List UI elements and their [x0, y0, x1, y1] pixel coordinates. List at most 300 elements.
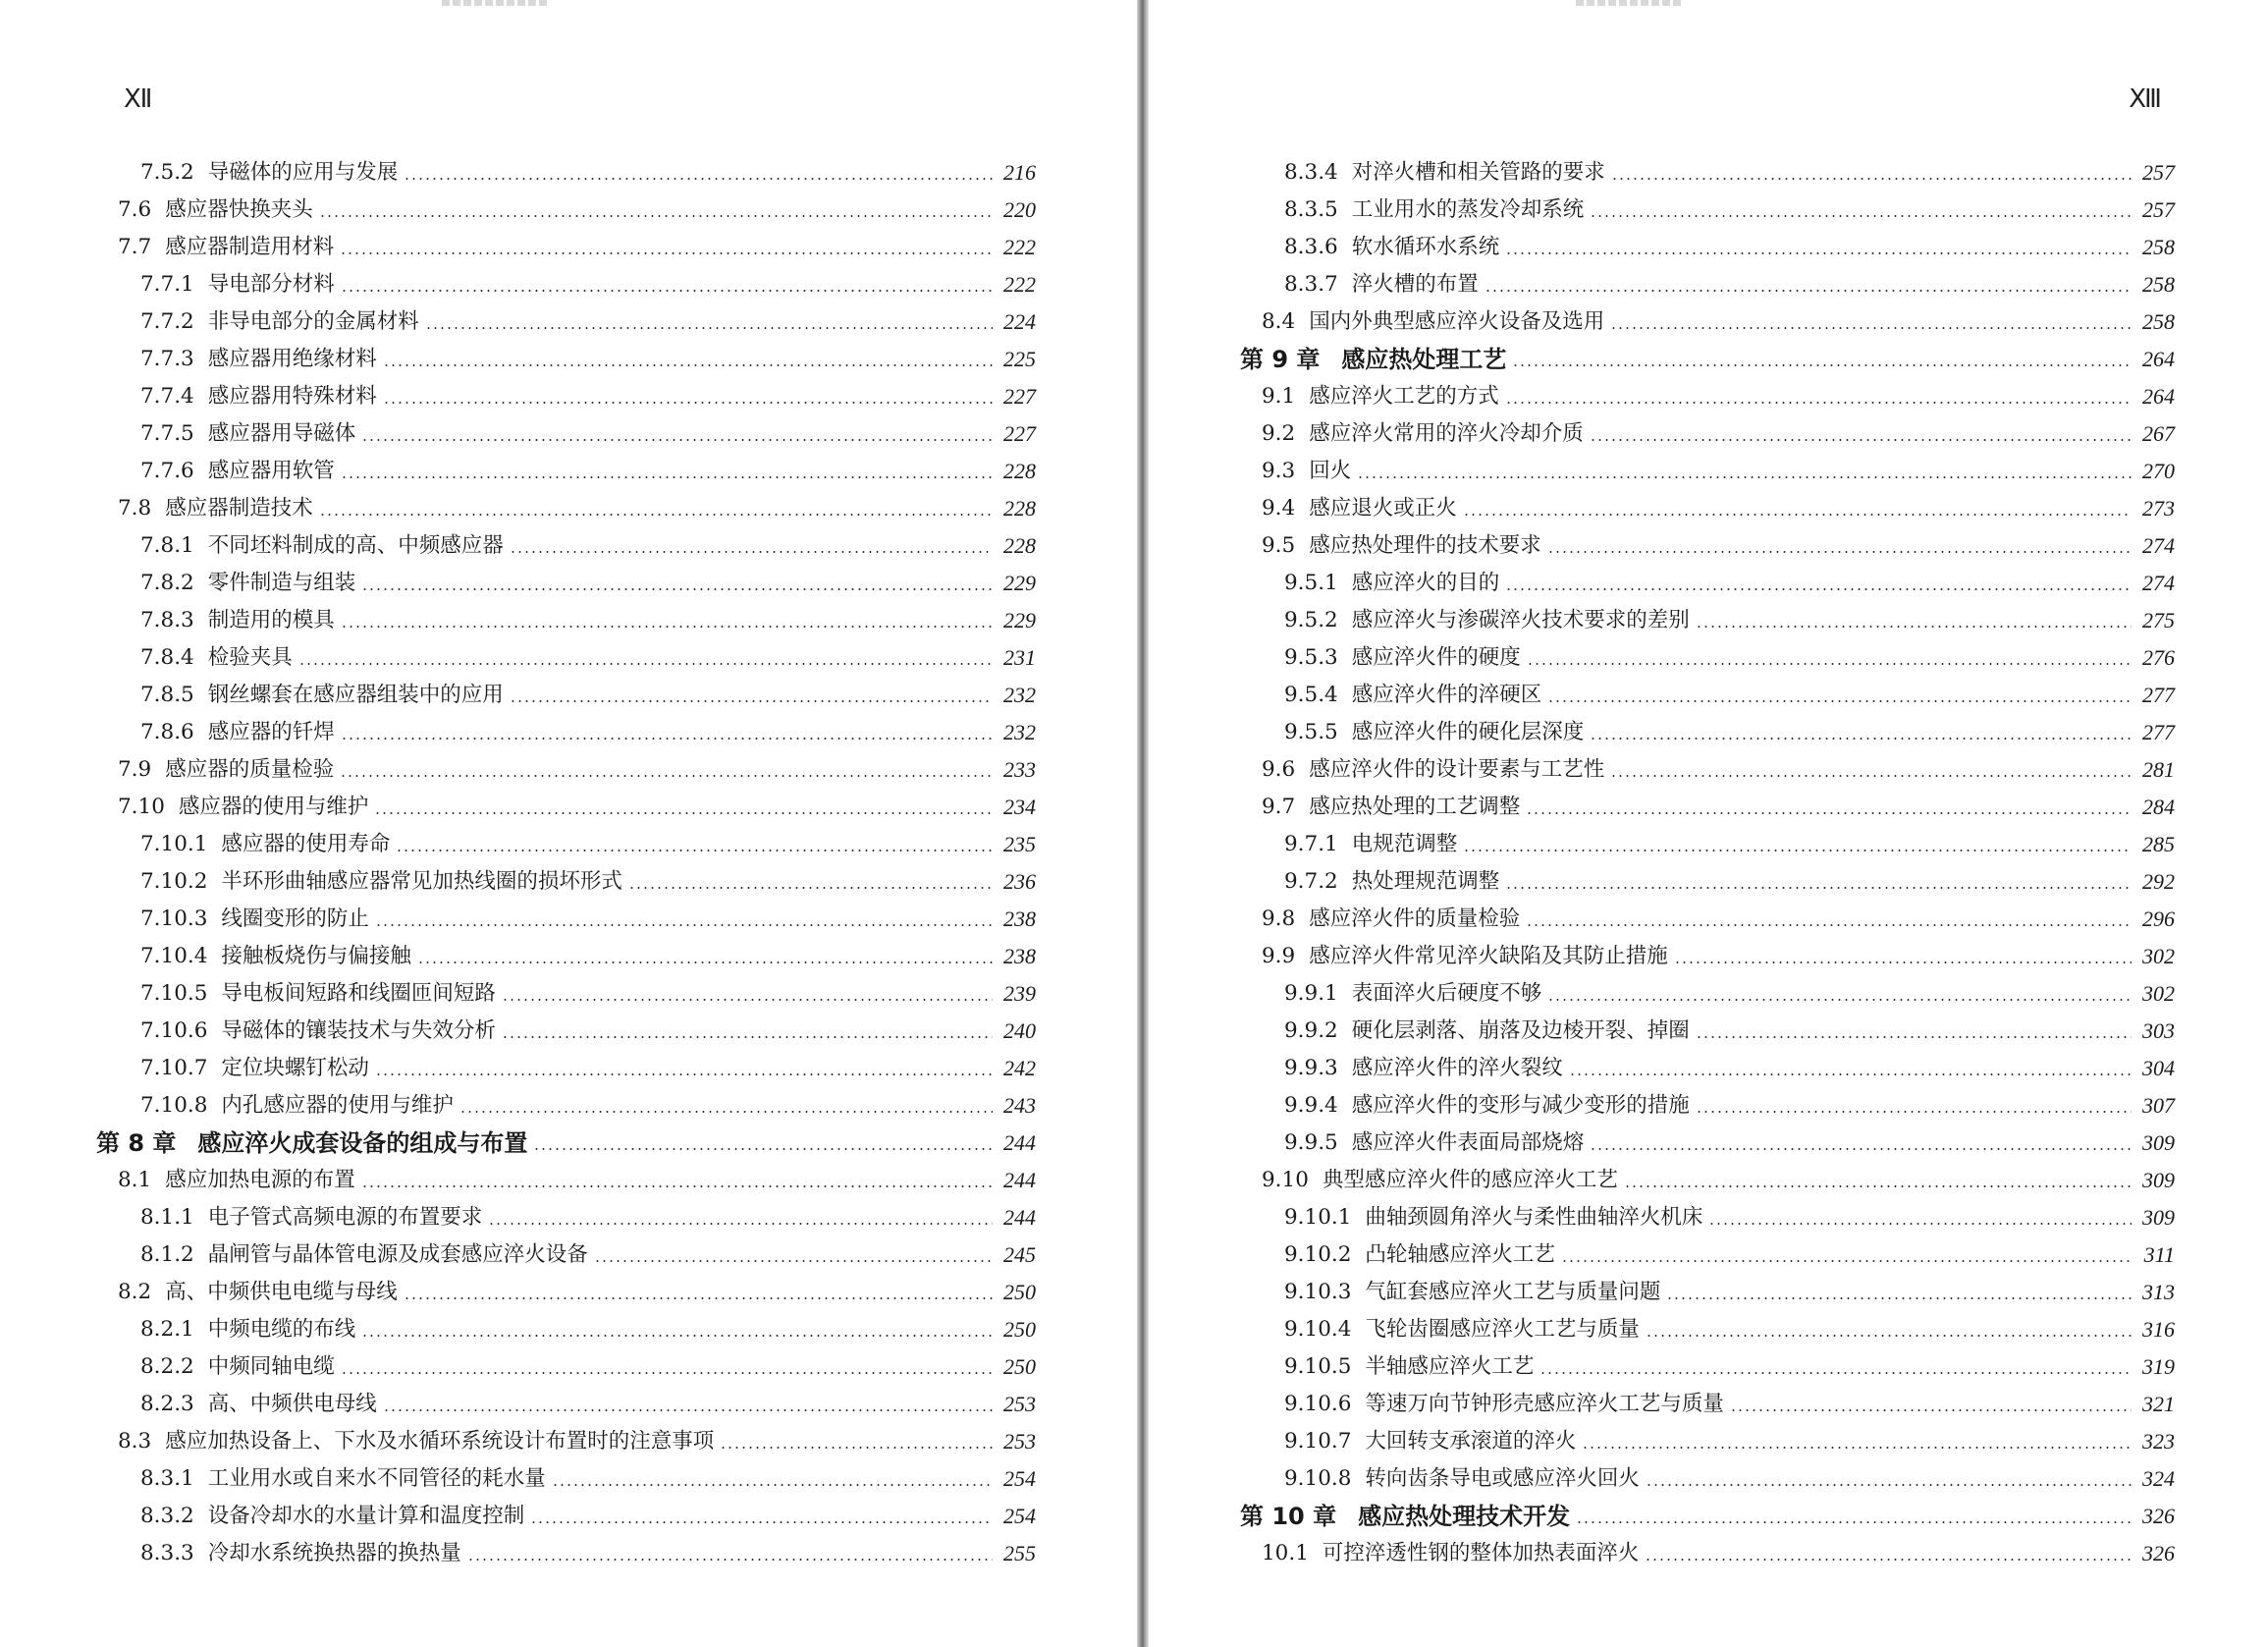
toc-entry-title: 典型感应淬火件的感应淬火工艺	[1322, 1168, 1618, 1192]
toc-entry-title: 中频电缆的布线	[207, 1317, 356, 1342]
toc-entry-title: 感应器的钎焊	[207, 720, 335, 744]
toc-entry[interactable]	[1149, 971, 2175, 1009]
toc-entry-number: 9.5.3	[1284, 645, 1338, 670]
dot-leader	[1547, 999, 2132, 1001]
toc-entry-number: 7.7.4	[140, 384, 194, 409]
toc-entry-number: 9.9.5	[1284, 1130, 1338, 1155]
dot-leader	[1512, 364, 2132, 366]
toc-chapter-entry[interactable]	[1149, 1494, 2175, 1531]
dot-leader	[383, 402, 993, 404]
toc-entry[interactable]	[0, 598, 1036, 635]
dot-leader	[319, 215, 993, 217]
toc-entry[interactable]	[1149, 598, 2175, 635]
toc-entry[interactable]	[0, 822, 1036, 859]
dot-leader	[552, 1484, 993, 1486]
dot-leader	[1527, 663, 2132, 665]
toc-entry-page: 233	[1003, 757, 1036, 782]
toc-entry-page: 231	[1003, 645, 1036, 670]
toc-entry-page: 232	[1003, 720, 1036, 744]
toc-entry-number: 9.6	[1262, 757, 1296, 782]
toc-entry[interactable]	[1149, 188, 2175, 225]
toc-entry[interactable]	[0, 1456, 1036, 1494]
toc-entry-title: 感应器制造用材料	[165, 235, 335, 259]
toc-entry-title: 非导电部分的金属材料	[207, 309, 419, 334]
dot-leader	[1547, 700, 2132, 702]
toc-entry-page: 216	[1003, 160, 1036, 185]
dot-leader	[1611, 178, 2132, 180]
toc-entry[interactable]	[1149, 561, 2175, 598]
toc-entry-page: 309	[2142, 1205, 2175, 1230]
toc-entry-title: 感应器快换夹头	[165, 197, 313, 222]
toc-entry-title: 感应淬火件的淬硬区	[1351, 683, 1542, 707]
toc-entry-title: 高、中频供电电缆与母线	[165, 1280, 398, 1304]
toc-entry-page: 222	[1003, 272, 1036, 297]
toc-entry-page: 258	[2142, 235, 2175, 259]
toc-entry-page: 255	[1003, 1541, 1036, 1565]
toc-entry-title: 热处理规范调整	[1351, 869, 1500, 894]
toc-entry[interactable]	[1149, 1382, 2175, 1419]
toc-entry-title: 零件制造与组装	[207, 571, 356, 595]
toc-entry-title: 感应淬火工艺的方式	[1309, 384, 1499, 409]
toc-entry-number: 8.2	[118, 1280, 152, 1304]
toc-entry[interactable]	[1149, 1307, 2175, 1345]
toc-entry-number: 8.1.2	[140, 1242, 194, 1267]
toc-entry-page: 227	[1003, 384, 1036, 409]
toc-entry[interactable]	[1149, 486, 2175, 523]
dot-leader	[383, 1409, 993, 1411]
page-number: ⅩⅢ	[2129, 84, 2160, 113]
toc-entry[interactable]	[0, 225, 1036, 262]
toc-entry-title: 感应器的质量检验	[165, 757, 335, 782]
toc-entry-title: 感应淬火成套设备的组成与布置	[197, 1129, 528, 1157]
toc-chapter-entry[interactable]	[0, 1121, 1036, 1158]
toc-entry-number: 7.5.2	[140, 160, 194, 185]
page-number: Ⅻ	[124, 84, 151, 113]
toc-entry[interactable]	[0, 1494, 1036, 1531]
toc-entry[interactable]	[1149, 710, 2175, 747]
toc-entry-number: 9.5.1	[1284, 571, 1338, 595]
toc-entry-page: 228	[1003, 459, 1036, 483]
toc-entry-page: 326	[2142, 1541, 2175, 1565]
dot-leader	[340, 775, 993, 777]
toc-entry[interactable]	[1149, 1046, 2175, 1083]
toc-entry[interactable]	[0, 785, 1036, 822]
toc-entry-page: 274	[2142, 571, 2175, 595]
dot-leader	[1505, 402, 2132, 404]
dot-leader	[340, 252, 993, 254]
toc-entry-page: 303	[2142, 1018, 2175, 1043]
toc-entry-page: 253	[1003, 1392, 1036, 1416]
toc-entry-number: 7.8	[118, 496, 152, 521]
toc-entry-page: 276	[2142, 645, 2175, 670]
toc-entry-page: 254	[1003, 1466, 1036, 1491]
toc-entry[interactable]	[0, 1345, 1036, 1382]
dot-leader	[459, 1111, 993, 1113]
toc-entry-number: 9.1	[1262, 384, 1296, 409]
toc-entry[interactable]	[0, 897, 1036, 934]
toc-entry-number: 7.8.2	[140, 571, 194, 595]
dot-leader	[1505, 887, 2132, 889]
toc-entry-title: 制造用的模具	[207, 608, 335, 632]
toc-entry[interactable]	[0, 1531, 1036, 1568]
toc-entry-number: 9.7.1	[1284, 832, 1338, 856]
toc-entry-page: 258	[2142, 272, 2175, 297]
toc-entry-title: 感应器的使用寿命	[221, 832, 391, 856]
toc-entry[interactable]	[1149, 785, 2175, 822]
toc-entry-title: 对淬火槽和相关管路的要求	[1351, 160, 1605, 185]
toc-entry-page: 292	[2142, 869, 2175, 894]
toc-entry[interactable]	[0, 561, 1036, 598]
toc-entry-page: 284	[2142, 795, 2175, 819]
toc-entry[interactable]	[0, 971, 1036, 1009]
toc-entry[interactable]	[0, 747, 1036, 785]
dot-leader	[319, 514, 993, 516]
toc-entry[interactable]	[1149, 412, 2175, 449]
toc-entry-number: 9.10	[1262, 1168, 1309, 1192]
toc-entry-number: 8.3.2	[140, 1504, 194, 1528]
toc-entry-page: 229	[1003, 608, 1036, 632]
toc-entry-title: 感应淬火的目的	[1351, 571, 1500, 595]
toc-entry-number: 8.3.1	[140, 1466, 194, 1491]
toc-entry[interactable]	[0, 262, 1036, 300]
dot-leader	[1526, 812, 2132, 814]
toc-entry[interactable]	[1149, 673, 2175, 710]
toc-entry-page: 250	[1003, 1280, 1036, 1304]
toc-entry-number: 7.10.2	[140, 869, 208, 894]
toc-entry-page: 234	[1003, 795, 1036, 819]
dot-leader	[510, 700, 993, 702]
toc-entry[interactable]	[1149, 1195, 2175, 1233]
toc-entry-title: 国内外典型感应淬火设备及选用	[1309, 309, 1605, 334]
toc-entry-title: 导磁体的镶装技术与失效分析	[221, 1018, 496, 1043]
toc-entry-number: 9.10.6	[1284, 1392, 1352, 1416]
toc-entry-title: 感应热处理技术开发	[1358, 1503, 1571, 1530]
toc-entry[interactable]	[0, 710, 1036, 747]
dot-leader	[298, 663, 993, 665]
toc-entry-page: 323	[2142, 1429, 2175, 1454]
dot-leader	[1576, 1521, 2132, 1523]
toc-entry-page: 309	[2142, 1130, 2175, 1155]
dot-leader	[488, 1223, 993, 1225]
dot-leader	[425, 327, 993, 329]
toc-entry-title: 导电部分材料	[207, 272, 335, 297]
toc-entry[interactable]	[0, 374, 1036, 412]
toc-entry-title: 感应淬火件的质量检验	[1309, 906, 1521, 931]
toc-entry-number: 9.9.1	[1284, 981, 1338, 1006]
toc-entry[interactable]	[0, 1009, 1036, 1046]
toc-entry-number: 8.3.4	[1284, 160, 1338, 185]
toc-entry[interactable]	[1149, 300, 2175, 337]
toc-chapter-entry[interactable]	[1149, 337, 2175, 374]
toc-entry[interactable]	[1149, 1233, 2175, 1270]
toc-entry-title: 感应器用软管	[207, 459, 335, 483]
toc-entry[interactable]	[0, 859, 1036, 897]
toc-entry-number: 9.8	[1262, 906, 1296, 931]
toc-entry-number: 9.10.1	[1284, 1205, 1352, 1230]
toc-entry-title: 检验夹具	[207, 645, 293, 670]
toc-entry-title: 感应淬火件的硬化层深度	[1351, 720, 1585, 744]
dot-leader	[375, 924, 993, 926]
toc-entry-page: 225	[1003, 347, 1036, 371]
toc-entry-number: 9.7.2	[1284, 869, 1338, 894]
toc-entry[interactable]	[0, 635, 1036, 673]
toc-entry-number: 7.8.4	[140, 645, 194, 670]
toc-entry[interactable]	[0, 934, 1036, 971]
toc-entry-page: 235	[1003, 832, 1036, 856]
toc-entry-number: 9.10.7	[1284, 1429, 1352, 1454]
right-page	[1149, 0, 2268, 1647]
toc-entry[interactable]	[1149, 262, 2175, 300]
dot-leader	[467, 1559, 993, 1561]
toc-entry-title: 导电板间短路和线圈匝间短路	[221, 981, 496, 1006]
dot-leader	[510, 551, 993, 553]
toc-entry-number: 8.3.5	[1284, 197, 1338, 222]
toc-entry[interactable]	[1149, 1345, 2175, 1382]
toc-entry-title: 半环形曲轴感应器常见加热线圈的损坏形式	[221, 869, 622, 894]
running-head	[442, 0, 550, 6]
dot-leader	[1696, 1111, 2132, 1113]
toc-entry[interactable]	[1149, 523, 2175, 561]
toc-entry-page: 245	[1003, 1242, 1036, 1267]
toc-entry-title: 凸轮轴感应淬火工艺	[1365, 1242, 1555, 1267]
toc-entry[interactable]	[1149, 1009, 2175, 1046]
toc-entry[interactable]	[0, 1233, 1036, 1270]
toc-entry-title: 感应加热电源的布置	[165, 1168, 355, 1192]
dot-leader	[341, 738, 993, 740]
toc-entry-number: 8.2.3	[140, 1392, 194, 1416]
toc-entry-number: 9.9.4	[1284, 1093, 1338, 1118]
toc-entry[interactable]	[0, 188, 1036, 225]
toc-entry-number: 9.9.3	[1284, 1056, 1338, 1080]
dot-leader	[341, 1372, 993, 1374]
dot-leader	[1666, 1297, 2132, 1299]
toc-entry[interactable]	[1149, 1531, 2175, 1568]
toc-entry-page: 238	[1003, 944, 1036, 968]
toc-entry-page: 254	[1003, 1504, 1036, 1528]
dot-leader	[533, 1148, 993, 1150]
dot-leader	[341, 290, 993, 292]
toc-entry-title: 线圈变形的防止	[221, 906, 369, 931]
toc-entry-title: 感应淬火件的淬火裂纹	[1351, 1056, 1563, 1080]
toc-entry-number: 第 8 章	[96, 1129, 177, 1157]
toc-entry-title: 表面淬火后硬度不够	[1351, 981, 1542, 1006]
toc-entry-number: 9.10.2	[1284, 1242, 1352, 1267]
toc-entry[interactable]	[1149, 449, 2175, 486]
toc-entry[interactable]	[0, 1419, 1036, 1456]
toc-entry[interactable]	[0, 412, 1036, 449]
toc-entry-number: 7.7	[118, 235, 152, 259]
toc-entry-number: 8.3.3	[140, 1541, 194, 1565]
toc-entry[interactable]	[0, 150, 1036, 188]
toc-entry[interactable]	[0, 1270, 1036, 1307]
toc-entry[interactable]	[0, 1083, 1036, 1121]
toc-entry[interactable]	[1149, 1419, 2175, 1456]
toc-entry-page: 273	[2142, 496, 2175, 521]
toc-entry-number: 8.3.7	[1284, 272, 1338, 297]
dot-leader	[375, 1073, 993, 1075]
dot-leader	[502, 1036, 993, 1038]
dot-leader	[1708, 1223, 2132, 1225]
toc-entry-page: 309	[2142, 1168, 2175, 1192]
toc-entry[interactable]	[1149, 1083, 2175, 1121]
toc-entry[interactable]	[0, 1046, 1036, 1083]
toc-entry-page: 244	[1003, 1130, 1036, 1155]
dot-leader	[1547, 551, 2132, 553]
toc-entry-page: 258	[2142, 309, 2175, 334]
toc-entry-title: 感应淬火件的设计要素与工艺性	[1309, 757, 1605, 782]
dot-leader	[1674, 961, 2132, 963]
dot-leader	[361, 1335, 993, 1337]
toc-entry-page: 316	[2142, 1317, 2175, 1342]
toc-entry-title: 感应淬火常用的淬火冷却介质	[1309, 421, 1584, 446]
toc-entry[interactable]	[0, 1158, 1036, 1195]
toc-entry-number: 9.9.2	[1284, 1018, 1338, 1043]
toc-entry-page: 324	[2142, 1466, 2175, 1491]
toc-entry-title: 定位块螺钉松动	[221, 1056, 369, 1080]
toc-entry-title: 感应热处理工艺	[1341, 346, 1507, 373]
running-head	[1576, 0, 1684, 6]
toc-entry-page: 257	[2142, 197, 2175, 222]
toc-entry-page: 228	[1003, 496, 1036, 521]
toc-entry-page: 244	[1003, 1205, 1036, 1230]
dot-leader	[628, 887, 993, 889]
toc-entry-title: 工业用水的蒸发冷却系统	[1351, 197, 1585, 222]
toc-entry[interactable]	[0, 1195, 1036, 1233]
dot-leader	[341, 626, 993, 628]
toc-entry-number: 第 10 章	[1240, 1503, 1337, 1530]
toc-entry[interactable]	[1149, 934, 2175, 971]
toc-entry-page: 275	[2142, 608, 2175, 632]
toc-entry[interactable]	[1149, 1158, 2175, 1195]
toc-entry-page: 274	[2142, 533, 2175, 558]
dot-leader	[720, 1447, 993, 1449]
toc-entry[interactable]	[0, 673, 1036, 710]
toc-entry-page: 253	[1003, 1429, 1036, 1454]
toc-entry[interactable]	[1149, 635, 2175, 673]
dot-leader	[1463, 514, 2132, 516]
dot-leader	[1590, 439, 2132, 441]
toc-entry-title: 设备冷却水的水量计算和温度控制	[207, 1504, 525, 1528]
toc-entry-page: 302	[2142, 944, 2175, 968]
toc-entry-number: 7.10.3	[140, 906, 208, 931]
toc-entry-number: 8.1.1	[140, 1205, 194, 1230]
toc-entry-title: 感应器制造技术	[165, 496, 313, 521]
toc-entry-page: 222	[1003, 235, 1036, 259]
toc-entry-page: 302	[2142, 981, 2175, 1006]
toc-entry-number: 7.7.3	[140, 347, 194, 371]
dot-leader	[1505, 588, 2132, 590]
toc-entry[interactable]	[1149, 225, 2175, 262]
dot-leader	[1357, 476, 2132, 478]
toc-entry[interactable]	[0, 523, 1036, 561]
toc-entry-number: 9.7	[1262, 795, 1296, 819]
toc-entry-title: 感应淬火与渗碳淬火技术要求的差别	[1351, 608, 1690, 632]
toc-entry-title: 可控淬透性钢的整体加热表面淬火	[1322, 1541, 1640, 1565]
toc-entry-page: 244	[1003, 1168, 1036, 1192]
toc-entry-number: 7.8.3	[140, 608, 194, 632]
toc-entry-number: 9.10.3	[1284, 1280, 1352, 1304]
dot-leader	[1485, 290, 2132, 292]
toc-entry-number: 8.3	[118, 1429, 152, 1454]
toc-entry-title: 感应器用绝缘材料	[207, 347, 377, 371]
toc-entry-page: 220	[1003, 197, 1036, 222]
toc-entry-title: 感应淬火件的硬度	[1351, 645, 1521, 670]
dot-leader	[1645, 1559, 2132, 1561]
toc-entry-number: 9.5.4	[1284, 683, 1338, 707]
toc-entry-title: 感应热处理的工艺调整	[1309, 795, 1521, 819]
toc-entry-title: 高、中频供电母线	[207, 1392, 377, 1416]
toc-entry-number: 8.1	[118, 1168, 152, 1192]
toc-entry-title: 晶闸管与晶体管电源及成套感应淬火设备	[207, 1242, 588, 1267]
toc-entry-title: 感应热处理件的技术要求	[1309, 533, 1541, 558]
toc-entry[interactable]	[0, 337, 1036, 374]
toc-entry-number: 7.8.5	[140, 683, 194, 707]
toc-entry-title: 软水循环水系统	[1351, 235, 1500, 259]
toc-entry-title: 中频同轴电缆	[207, 1354, 335, 1379]
toc-entry-number: 9.3	[1262, 459, 1296, 483]
toc-entry[interactable]	[1149, 150, 2175, 188]
toc-entry-title: 感应器的使用与维护	[178, 795, 369, 819]
toc-entry[interactable]	[0, 449, 1036, 486]
toc-entry-title: 接触板烧伤与偏接触	[221, 944, 411, 968]
toc-entry-title: 转向齿条导电或感应淬火回火	[1365, 1466, 1640, 1491]
dot-leader	[1561, 1260, 2132, 1262]
toc-entry[interactable]	[1149, 897, 2175, 934]
toc-entry-number: 9.2	[1262, 421, 1296, 446]
toc-entry[interactable]	[0, 300, 1036, 337]
toc-entry[interactable]	[1149, 747, 2175, 785]
toc-entry-page: 270	[2142, 459, 2175, 483]
toc-entry-number: 9.5	[1262, 533, 1296, 558]
dot-leader	[1590, 1148, 2132, 1150]
toc-entry[interactable]	[1149, 822, 2175, 859]
toc-entry-number: 8.3.6	[1284, 235, 1338, 259]
toc-entry[interactable]	[0, 1382, 1036, 1419]
toc-entry-title: 飞轮齿圈感应淬火工艺与质量	[1365, 1317, 1640, 1342]
dot-leader	[1696, 1036, 2132, 1038]
toc-entry-number: 8.4	[1262, 309, 1296, 334]
toc-entry[interactable]	[1149, 1456, 2175, 1494]
toc-entry-page: 307	[2142, 1093, 2175, 1118]
toc-entry-page: 250	[1003, 1317, 1036, 1342]
toc-entry[interactable]	[0, 486, 1036, 523]
dot-leader	[396, 850, 993, 851]
toc-entry-title: 感应淬火件常见淬火缺陷及其防止措施	[1309, 944, 1668, 968]
toc-entry[interactable]	[1149, 374, 2175, 412]
toc-entry-title: 工业用水或自来水不同管径的耗水量	[207, 1466, 546, 1491]
toc-entry-number: 7.10.5	[140, 981, 208, 1006]
toc-entry-page: 250	[1003, 1354, 1036, 1379]
dot-leader	[341, 476, 993, 478]
dot-leader	[1569, 1073, 2132, 1075]
toc-entry-page: 227	[1003, 421, 1036, 446]
dot-leader	[1463, 850, 2132, 851]
toc-entry-page: 321	[2142, 1392, 2175, 1416]
dot-leader	[1624, 1185, 2132, 1187]
toc-entry-title: 感应器用导磁体	[207, 421, 356, 446]
toc-entry-number: 7.10.4	[140, 944, 208, 968]
dot-leader	[404, 178, 993, 180]
toc-entry-page: 239	[1003, 981, 1036, 1006]
toc-entry-page: 236	[1003, 869, 1036, 894]
toc-entry-page: 281	[2142, 757, 2175, 782]
toc-entry[interactable]	[0, 1307, 1036, 1345]
toc-entry-page: 285	[2142, 832, 2175, 856]
toc-entry[interactable]	[1149, 859, 2175, 897]
toc-entry[interactable]	[1149, 1270, 2175, 1307]
toc-entry-page: 257	[2142, 160, 2175, 185]
toc-entry[interactable]	[1149, 1121, 2175, 1158]
